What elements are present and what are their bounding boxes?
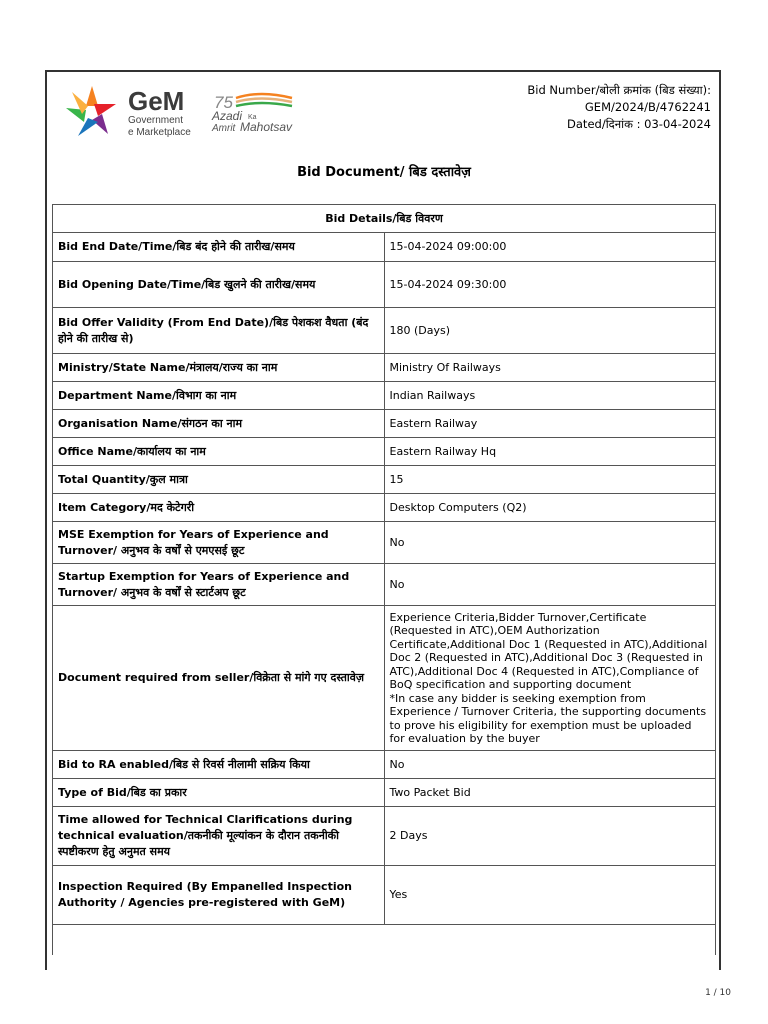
row-label: Document required from seller/विक्रेता से मांगे गए दस्तावेज़ <box>53 606 385 751</box>
svg-text:e Marketplace: e Marketplace <box>128 127 191 138</box>
table-row <box>53 308 716 354</box>
row-label: Item Category/मद केटेगरी <box>53 494 385 522</box>
page-number: 1 / 10 <box>705 988 731 998</box>
row-value: Yes <box>384 866 716 925</box>
row-label: Office Name/कार्यालय का नाम <box>53 438 385 466</box>
svg-text:Amrit: Amrit <box>212 123 236 134</box>
table-row <box>53 438 716 466</box>
row-label: Bid Opening Date/Time/बिड खुलने की तारीख/समय <box>53 262 385 308</box>
table-row <box>53 466 716 494</box>
bid-date: Dated/दिनांक : 03-04-2024 <box>567 117 711 131</box>
row-label: Ministry/State Name/मंत्रालय/राज्य का नाम <box>53 354 385 382</box>
table-row <box>53 354 716 382</box>
row-label: Organisation Name/संगठन का नाम <box>53 410 385 438</box>
table-row <box>53 262 716 308</box>
row-label: Inspection Required (By Empanelled Inspection Authority / Agencies pre-registered with GeM) <box>53 866 385 925</box>
table-row <box>53 866 716 925</box>
table-tail-cell <box>53 925 716 956</box>
table-header-row <box>53 205 716 233</box>
row-value: 15 <box>384 466 716 494</box>
azadi-ka-amrit-mahotsav-logo <box>210 90 300 135</box>
bid-number: GEM/2024/B/4762241 <box>584 100 711 114</box>
row-value: 15-04-2024 09:30:00 <box>384 262 716 308</box>
row-label: Bid End Date/Time/बिड बंद होने की तारीख/समय <box>53 233 385 262</box>
row-value: Eastern Railway Hq <box>384 438 716 466</box>
gem-logo <box>64 82 204 142</box>
table-row <box>53 522 716 564</box>
row-value: Experience Criteria,Bidder Turnover,Certificate (Requested in ATC),OEM Authorization Certificate,Additional Doc 1 (Requested in ATC),Additional Doc 2 (Requested in ATC),Additional Doc 3 (Requested in ATC),Additional Doc 4 (Requested in ATC),Compliance of BoQ specification and supporting document *In case any bidder is seeking exemption from Experience / Turnover Criteria, the supporting documents to prove his eligibility for exemption must be uploaded for evaluation by the buyer <box>384 606 716 751</box>
svg-text:GeM: GeM <box>128 86 185 116</box>
table-row <box>53 564 716 606</box>
row-value: Two Packet Bid <box>384 779 716 807</box>
row-label: Total Quantity/कुल मात्रा <box>53 466 385 494</box>
row-value: No <box>384 564 716 606</box>
row-value: No <box>384 522 716 564</box>
row-label: Type of Bid/बिड का प्रकार <box>53 779 385 807</box>
row-value: 2 Days <box>384 807 716 866</box>
table-row <box>53 606 716 751</box>
bid-header <box>527 82 711 133</box>
row-label: Department Name/विभाग का नाम <box>53 382 385 410</box>
document-title: Bid Document/ बिड दस्तावेज़ <box>297 165 471 180</box>
row-value: Indian Railways <box>384 382 716 410</box>
svg-text:75: 75 <box>214 93 233 112</box>
table-row <box>53 233 716 262</box>
bid-number-label: Bid Number/बोली क्रमांक (बिड संख्या): <box>527 83 711 97</box>
row-label: Startup Exemption for Years of Experience and Turnover/ अनुभव के वर्षों से स्टार्टअप छूट <box>53 564 385 606</box>
table-tail-row <box>53 925 716 956</box>
table-row <box>53 494 716 522</box>
row-value: 180 (Days) <box>384 308 716 354</box>
row-value: 15-04-2024 09:00:00 <box>384 233 716 262</box>
row-value: Desktop Computers (Q2) <box>384 494 716 522</box>
row-label: Time allowed for Technical Clarifications during technical evaluation/तकनीकी मूल्यांकन के दौरान तकनीकी स्पष्टीकरण हेतु अनुमत समय <box>53 807 385 866</box>
table-row <box>53 751 716 779</box>
row-label: MSE Exemption for Years of Experience and Turnover/ अनुभव के वर्षों से एमएसई छूट <box>53 522 385 564</box>
svg-text:Azadi: Azadi <box>212 109 243 123</box>
svg-text:Mahotsav: Mahotsav <box>240 120 293 134</box>
row-label: Bid Offer Validity (From End Date)/बिड पेशकश वैधता (बंद होने की तारीख से) <box>53 308 385 354</box>
bid-details-table <box>52 204 716 955</box>
svg-text:Ka: Ka <box>248 114 257 121</box>
row-label: Bid to RA enabled/बिड से रिवर्स नीलामी सक्रिय किया <box>53 751 385 779</box>
row-value: Ministry Of Railways <box>384 354 716 382</box>
row-value: No <box>384 751 716 779</box>
row-value: Eastern Railway <box>384 410 716 438</box>
table-row <box>53 779 716 807</box>
table-row <box>53 807 716 866</box>
table-row <box>53 382 716 410</box>
table-row <box>53 410 716 438</box>
svg-text:Government: Government <box>128 115 184 126</box>
table-header: Bid Details/बिड विवरण <box>53 205 716 233</box>
